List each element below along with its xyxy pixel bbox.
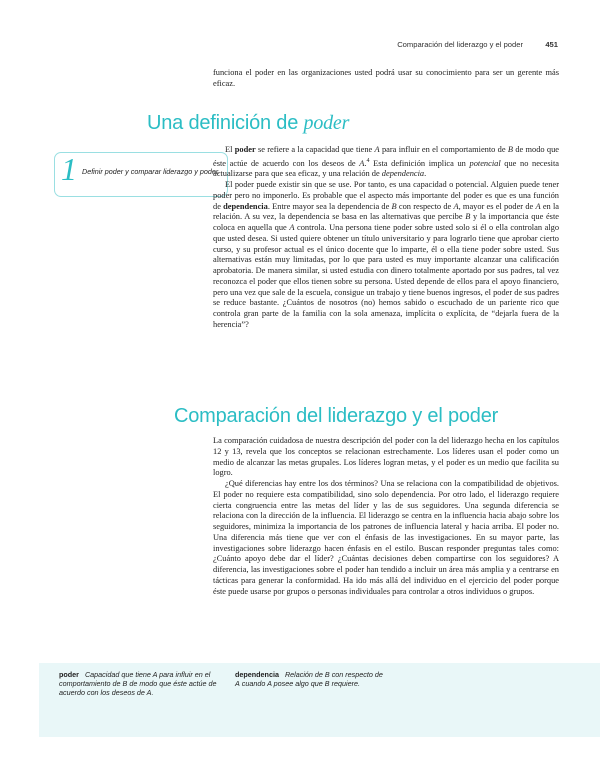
objective-text: Definir poder y comparar liderazgo y poder.	[82, 167, 220, 176]
glossary-term: dependencia	[235, 670, 279, 679]
page-number: 451	[545, 40, 558, 49]
term-dependencia: dependencia	[223, 201, 268, 211]
section-heading-definition-text: Una definición de	[147, 112, 304, 134]
running-title: Comparación del liderazgo y el poder	[397, 40, 523, 49]
dependency-paragraph: El poder puede existir sin que se use. Por tanto, es una capacidad o potencial. Alguien puede tener poder pero no imponerlo. Es probable que el aspecto más importante del poder es que es una función de dependencia. Entre mayor sea la dependencia de B con respecto de A, mayor es el poder de A en la relación. A su vez, la dependencia se basa en las alternativas que percibe B y la importancia que éste coloca en aquella que A controla. Una persona tiene poder sobre usted solo si él o ella controlan algo que usted desea. Si usted quiere obtener un título universitario y para lograrlo tiene que aprobar cierto curso, y su profesor actual es el único docente que lo imparte, él o ella tiene poder sobre usted. Sus alternativas están muy limitadas, por lo que para usted es muy importante alcanzar una calificación aprobatoria. De manera similar, si usted estudia con dinero totalmente aportado por sus padres, tal vez reconozca el poder que ellos tienen sobre su persona. Usted depende de ellos para el apoyo financiero, pero una vez que sale de la escuela, consigue un trabajo y tiene buenos ingresos, el poder de sus padres se reduce bastante. ¿Cuántos de nosotros (no) hemos sabido o escuchado de un pariente rico que controla gran parte de la familia con la sola amenaza, implícita o explícita, de “dejarla fuera de la herencia”?	[213, 180, 560, 329]
section-definition-body	[213, 145, 559, 331]
comparison-paragraph-2: ¿Qué diferencias hay entre los dos términos? Una se relaciona con la compatibilidad de objetivos. El poder no requiere esta compatibilidad, sino solo dependencia. Por otro lado, el liderazgo requiere cierta congruencia entre las metas del líder y las de sus seguidores. Una segunda diferencia se relaciona con la dirección de la influencia. El liderazgo se centra en la influencia hacia abajo sobre los seguidores, minimiza la importancia de los patrones de influencia lateral y hacia arriba. El poder no. Una diferencia más tiene que ver con el énfasis de las investigaciones. En su mayor parte, las investigaciones sobre liderazgo hacen énfasis en el estilo. Buscan responder preguntas tales como: ¿Cuánto apoyo debe dar el líder? ¿Cuántas decisiones deben compartirse con los seguidores? A diferencia, las investigaciones sobre el poder han tendido a incluir un área más amplia y a centrarse en tácticas para generar la conformidad. Ha ido más allá del individuo en el ejercicio del poder porque éste puede usarse por grupos o personas individuales para controlar a otros individuos o grupos.	[213, 479, 559, 596]
intro-text: funciona el poder en las organizaciones usted podrá usar su conocimiento para ser un gerente más eficaz.	[213, 68, 559, 88]
running-header	[0, 40, 600, 54]
footnote-ref: 4	[366, 157, 370, 164]
objective-text-wrap	[60, 167, 224, 178]
glossary-box	[39, 663, 600, 737]
glossary-definition: Relación de B con respecto de A cuando A posee algo que B requiere.	[235, 670, 383, 689]
section-heading-definition-italic: poder	[303, 112, 350, 134]
term-poder: poder	[234, 145, 256, 154]
learning-objective-box	[54, 152, 228, 197]
comparison-paragraph-1: La comparación cuidadosa de nuestra descripción del poder con la del liderazgo hecha en los capítulos 12 y 13, revela que los conceptos se relacionan estrechamente. Los líderes usan el poder como un medio de alcanzar las metas grupales. Los líderes logran metas, y el poder es un medio que facilita su logro.	[213, 436, 559, 478]
glossary-term: poder	[59, 670, 79, 679]
glossary-item-dependencia	[235, 670, 383, 688]
objective-number: 1	[61, 151, 77, 187]
section-heading-definition	[147, 112, 349, 135]
definition-paragraph: El poder se refiere a la capacidad que tiene A para influir en el comportamiento de B de modo que éste actúe de acuerdo con los deseos de A.$^4$ Esta definición implica un potencial que no necesita actualizarse para que sea eficaz, y una relación de dependencia.	[213, 145, 560, 179]
section-heading-comparison: Comparación del liderazgo y el poder	[174, 405, 499, 427]
glossary-item-poder	[59, 670, 225, 698]
intro-paragraph	[213, 68, 559, 90]
section-comparison-body	[213, 436, 559, 597]
glossary-definition: Capacidad que tiene A para influir en el comportamiento de B de modo que éste actúe de acuerdo con los deseos de A.	[59, 670, 217, 698]
